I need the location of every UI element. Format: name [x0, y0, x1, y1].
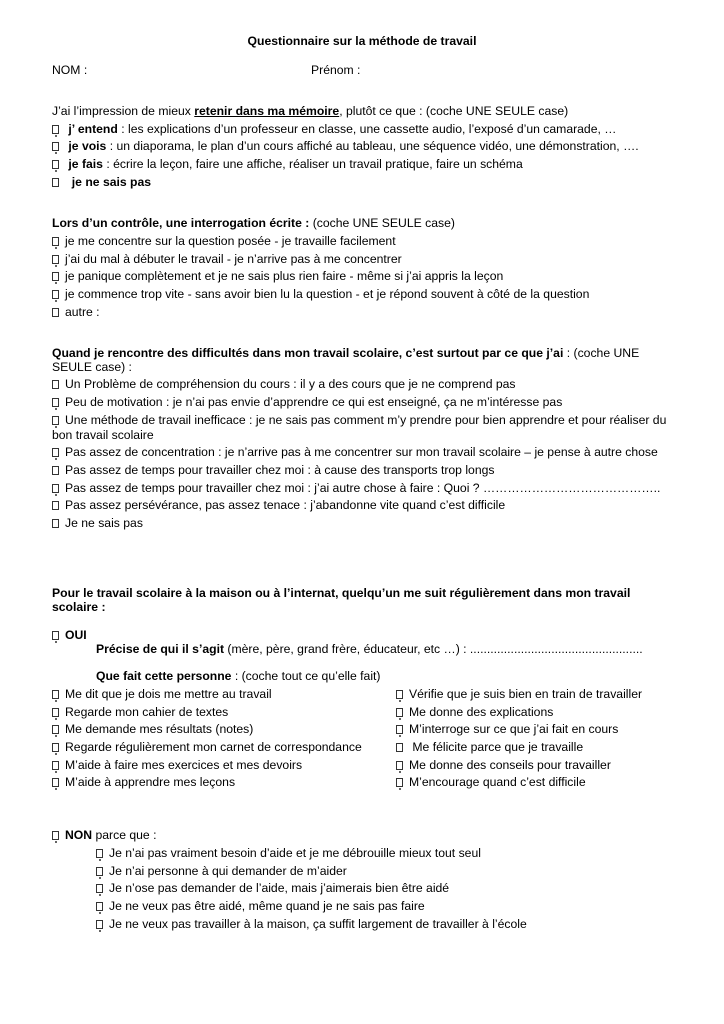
- non-reason[interactable]: Je n’ose pas demander de l’aide, mais j’aimerais bien être aidé: [96, 880, 449, 897]
- q3-option[interactable]: Pas assez persévérance, pas assez tenace : j’abandonne vite quand c’est difficile: [52, 497, 505, 514]
- oui-option[interactable]: OUI: [52, 627, 87, 644]
- checkbox[interactable]: [52, 416, 59, 425]
- helper-action-left[interactable]: Me dit que je dois me mettre au travail: [52, 686, 272, 703]
- q1-option[interactable]: j’ entend : les explications d’un professeur en classe, une cassette audio, l’exposé d’un camarade, …: [52, 121, 616, 138]
- checkbox[interactable]: [96, 920, 103, 929]
- checkbox[interactable]: [52, 743, 59, 752]
- q3-intro-line2: SEULE case) :: [52, 360, 132, 374]
- checkbox[interactable]: [52, 519, 59, 528]
- checkbox[interactable]: [52, 290, 59, 299]
- q2-intro: Lors d’un contrôle, une interrogation écrite : (coche UNE SEULE case): [52, 216, 455, 230]
- precise-line: Précise de qui il s’agit (mère, père, grand frère, éducateur, etc …) : ...................................................: [96, 642, 643, 656]
- checkbox[interactable]: [96, 884, 103, 893]
- page-title: Questionnaire sur la méthode de travail: [247, 34, 477, 48]
- non-reason[interactable]: Je ne veux pas travailler à la maison, ça suffit largement de travailler à l’école: [96, 916, 527, 933]
- checkbox[interactable]: [52, 778, 59, 787]
- helper-action-right[interactable]: Vérifie que je suis bien en train de travailler: [396, 686, 642, 703]
- q3-option-continued: bon travail scolaire: [52, 428, 154, 442]
- checkbox[interactable]: [396, 708, 403, 717]
- non-reason[interactable]: Je ne veux pas être aidé, même quand je ne sais pas faire: [96, 898, 425, 915]
- checkbox[interactable]: [52, 725, 59, 734]
- checkbox[interactable]: [396, 778, 403, 787]
- checkbox[interactable]: [96, 849, 103, 858]
- checkbox[interactable]: [52, 690, 59, 699]
- q3-option[interactable]: Pas assez de temps pour travailler chez moi : à cause des transports trop longs: [52, 462, 494, 479]
- q1-option[interactable]: je fais : écrire la leçon, faire une affiche, réaliser un travail pratique, faire un schéma: [52, 156, 523, 173]
- checkbox[interactable]: [52, 761, 59, 770]
- checkbox[interactable]: [396, 761, 403, 770]
- helper-action-left[interactable]: M’aide à apprendre mes leçons: [52, 774, 235, 791]
- checkbox[interactable]: [52, 708, 59, 717]
- checkbox[interactable]: [52, 501, 59, 510]
- helper-action-right[interactable]: M’encourage quand c’est difficile: [396, 774, 586, 791]
- q3-option[interactable]: Je ne sais pas: [52, 515, 143, 532]
- checkbox[interactable]: [52, 142, 59, 151]
- q1-option[interactable]: je ne sais pas: [52, 174, 151, 191]
- checkbox[interactable]: [52, 484, 59, 493]
- checkbox[interactable]: [52, 466, 59, 475]
- helper-action-right[interactable]: Me donne des explications: [396, 704, 553, 721]
- q2-option[interactable]: j’ai du mal à débuter le travail - je n’arrive pas à me concentrer: [52, 251, 402, 268]
- checkbox[interactable]: [52, 308, 59, 317]
- non-option[interactable]: NON parce que :: [52, 827, 156, 844]
- non-reason[interactable]: Je n’ai personne à qui demander de m’aider: [96, 863, 347, 880]
- helper-action-left[interactable]: M’aide à faire mes exercices et mes devoirs: [52, 757, 302, 774]
- helper-action-right[interactable]: M’interroge sur ce que j’ai fait en cours: [396, 721, 618, 738]
- helper-action-left[interactable]: Regarde régulièrement mon carnet de correspondance: [52, 739, 362, 756]
- helper-action-left[interactable]: Me demande mes résultats (notes): [52, 721, 253, 738]
- checkbox[interactable]: [52, 831, 59, 840]
- q3-option[interactable]: Une méthode de travail inefficace : je ne sais pas comment m’y prendre pour bien apprendre et pour réaliser du: [52, 412, 666, 429]
- checkbox[interactable]: [52, 631, 59, 640]
- q1-option[interactable]: je vois : un diaporama, le plan d’un cours affiché au tableau, une séquence vidéo, une démonstration, ….: [52, 138, 639, 155]
- non-reason[interactable]: Je n’ai pas vraiment besoin d’aide et je me débrouille mieux tout seul: [96, 845, 481, 862]
- q3-option[interactable]: Pas assez de temps pour travailler chez moi : j’ai autre chose à faire : Quoi ? ……………………………………..: [52, 480, 660, 497]
- q3-intro: Quand je rencontre des difficultés dans mon travail scolaire, c’est surtout par ce que j’ai : (coche UNE: [52, 346, 640, 360]
- checkbox[interactable]: [52, 255, 59, 264]
- checkbox[interactable]: [52, 398, 59, 407]
- checkbox[interactable]: [52, 125, 59, 134]
- q2-option[interactable]: je panique complètement et je ne sais plus rien faire - même si j’ai appris la leçon: [52, 268, 503, 285]
- checkbox[interactable]: [396, 690, 403, 699]
- helper-action-left[interactable]: Regarde mon cahier de textes: [52, 704, 228, 721]
- q2-option[interactable]: autre :: [52, 304, 100, 321]
- checkbox[interactable]: [52, 448, 59, 457]
- checkbox[interactable]: [52, 178, 59, 187]
- checkbox[interactable]: [52, 380, 59, 389]
- q4-intro-line2: scolaire :: [52, 600, 106, 614]
- checkbox[interactable]: [396, 725, 403, 734]
- checkbox[interactable]: [52, 237, 59, 246]
- q3-option[interactable]: Un Problème de compréhension du cours : il y a des cours que je ne comprend pas: [52, 376, 516, 393]
- checkbox[interactable]: [396, 743, 403, 752]
- q3-option[interactable]: Peu de motivation : je n’ai pas envie d’apprendre ce qui est enseigné, ça ne m’intéresse pas: [52, 394, 562, 411]
- nom-label: NOM :: [52, 63, 88, 77]
- checkbox[interactable]: [52, 272, 59, 281]
- q1-intro: J’ai l’impression de mieux retenir dans ma mémoire, plutôt ce que : (coche UNE SEULE case): [52, 104, 569, 118]
- helper-action-right[interactable]: Me donne des conseils pour travailler: [396, 757, 611, 774]
- que-fait-line: Que fait cette personne : (coche tout ce qu’elle fait): [96, 669, 381, 683]
- checkbox[interactable]: [52, 160, 59, 169]
- checkbox[interactable]: [96, 867, 103, 876]
- q4-intro: Pour le travail scolaire à la maison ou à l’internat, quelqu’un me suit régulièrement dans mon travail: [52, 586, 631, 600]
- prenom-label: Prénom :: [311, 63, 361, 77]
- q3-option[interactable]: Pas assez de concentration : je n’arrive pas à me concentrer sur mon travail scolaire – je pense à autre chose: [52, 444, 658, 461]
- q2-option[interactable]: je commence trop vite - sans avoir bien lu la question - et je répond souvent à côté de la question: [52, 286, 589, 303]
- helper-action-right[interactable]: Me félicite parce que je travaille: [396, 739, 583, 756]
- checkbox[interactable]: [96, 902, 103, 911]
- q2-option[interactable]: je me concentre sur la question posée - je travaille facilement: [52, 233, 396, 250]
